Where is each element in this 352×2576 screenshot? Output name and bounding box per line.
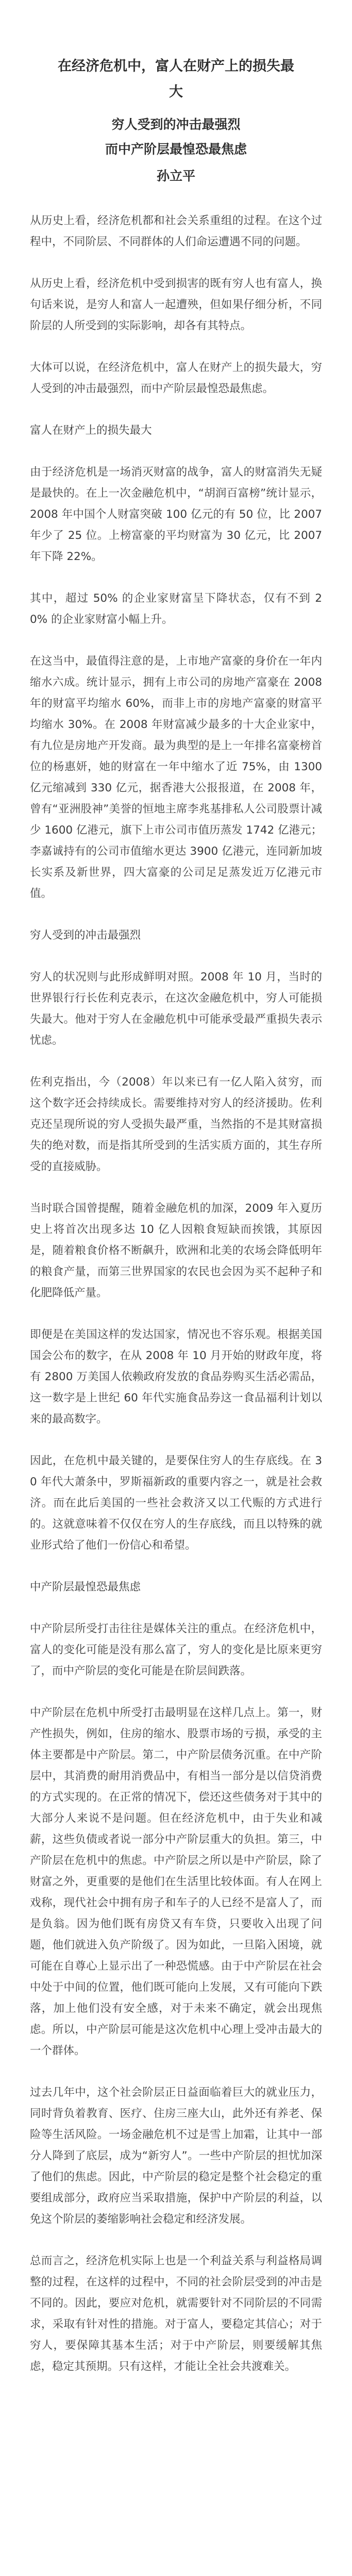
paragraph: 中产阶层在危机中所受打击最明显在这样几点上。第一，财产性损失，例如，住房的缩水、股票市场的亏损，承受的主体主要都是中产阶层。第二，中产阶层债务沉重。在中产阶层中，其消费的耐用消费品中，有相当一部分是以信贷消费的方式实现的。在正常的情况下，偿还这些债务对于其中的大部分人来说不是问题。但在经济危机中，由于失业和减薪，这些负债或者说一部分中产阶层重大的负担。第三，中产阶层在危机中的焦虑。中产阶层之所以是中产阶层，除了财富之外，更重要的是他们在生活里比较体面。有人在网上戏称，现代社会中拥有房子和车子的人已经不是富人了，而是负翁。因为他们既有房贷又有车贷，只要收入出现了问题，他们就进入负产阶级了。因为如此，一旦陷入困境，就可能在自尊心上显示出了一种恐慌感。由于中产阶层在社会中处于中间的位置，他们既可能向上发展，又有可能向下跌落，加上他们没有安全感，对于未来不确定，就会出现焦虑。所以，中产阶层可能是这次危机中心理上受冲击最大的一个群体。 [30, 1706, 322, 2057]
section-heading: 穷人受到的冲击最强烈 [30, 929, 141, 942]
paragraph: 过去几年中，这个社会阶层正日益面临着巨大的就业压力，同时背负着教育、医疗、住房三座大山，此外还有养老、保险等生活风险。一场金融危机不过是雪上加霜，让其中一部分人降到了底层，成为“新穷人”。一些中产阶层的担忧加深了他们的焦虑。因此，中产阶层的稳定是整个社会稳定的重要组成部分，政府应当采取措施，保护中产阶层的利益，以免这个阶层的萎缩影响社会稳定和经济发展。 [30, 2086, 322, 2226]
title-line-2: 大 [169, 84, 183, 100]
paragraph: 由于经济危机是一场消灭财富的战争，富人的财富消失无疑是最快的。在上一次金融危机中，“胡润百富榜”统计显示，2008 年中国个人财富突破 100 亿元的有 50 位，比 2007 年少了 25 位。上榜富豪的平均财富为 30 亿元，比 2007 年下降 22%。 [30, 466, 322, 563]
paragraph: 从历史上看，经济危机都和社会关系重组的过程。在这个过程中，不同阶层、不同群体的人们命运遭遇不同的问题。 [30, 214, 322, 248]
paragraph: 即便是在美国这样的发达国家，情况也不容乐观。根据美国国会公布的数字，在从 2008 年 10 月开始的财政年度，将有 2800 万美国人依赖政府发放的食品券购买生活必需品，这一数字是上世纪 60 年代实施食品券这一食品福利计划以来的最高数字。 [30, 1328, 322, 1426]
subtitle-line-1: 穷人受到的冲击最强烈 [111, 117, 241, 132]
paragraph: 总而言之，经济危机实际上也是一个利益关系与利益格局调整的过程，在这样的过程中，不同的社会阶层受到的冲击是不同的。因此，要应对危机，就需要针对不同阶层的不同需求，采取有针对性的措施。对于富人，要稳定其信心；对于穷人，要保障其基本生活；对于中产阶层，则要缓解其焦虑，稳定其预期。只有这样，才能让全社会共渡难关。 [30, 2255, 322, 2373]
paragraph: 大体可以说，在经济危机中，富人在财产上的损失最大，穷人受到的冲击最强烈，而中产阶层最惶恐最焦虑。 [30, 361, 322, 395]
paragraph: 其中，超过 50% 的企业家财富呈下降状态，仅有不到 20% 的企业家财富小幅上升。 [30, 592, 322, 626]
paragraph: 因此，在危机中最关键的，是要保住穷人的生存底线。在 30 年代大萧条中，罗斯福新政的重要内容之一，就是社会救济。而在此后美国的一些社会救济又以工代赈的方式进行的。这就意味着不仅仅在穷人的生存底线，而且以特殊的就业形式给了他们一份信心和希望。 [30, 1454, 322, 1552]
paragraph: 穷人的状况则与此形成鲜明对照。2008 年 10 月，当时的世界银行行长佐利克表示，在这次金融危机中，穷人可能损失最大。他对于穷人在金融危机中可能承受最严重损失表示忧虑。 [30, 971, 322, 1047]
paragraph: 佐利克指出，今（2008）年以来已有一亿人陷入贫穷，而这个数字还会持续成长。需要维持对穷人的经济援助。佐利克还呈现所说的穷人受损失最严重，当然指的不是其财富损失的绝对数，而是指其所受到的生活实质方面的，其生存所受的直接威胁。 [30, 1076, 322, 1173]
article-body [30, 210, 322, 2377]
article-subtitle [30, 112, 322, 162]
paragraph: 从历史上看，经济危机中受到损害的既有穷人也有富人，换句话来说，是穷人和富人一起遭殃，但如果仔细分析，不同阶层的人所受到的实际影响，却各有其特点。 [30, 277, 322, 332]
paragraph: 中产阶层所受打击往往是媒体关注的重点。在经济危机中，富人的变化可能是没有那么富了，穷人的变化是比原来更穷了，而中产阶层的变化可能是在阶层间跌落。 [30, 1622, 322, 1677]
article-author: 孙立平 [156, 168, 195, 183]
paragraph: 在这当中，最值得注意的是，上市地产富豪的身价在一年内缩水六成。统计显示，拥有上市公司的房地产富豪在 2008 年的财富平均缩水 60%，而非上市的房地产富豪的财富平均缩水 30%。在 2008 年财富减少最多的十大企业家中，有九位是房地产开发商。最为典型的是上一年排名富豪榜首位的杨惠妍，她的财富在一年中缩水了近 75%，由 1300 亿元缩减到 330 亿元，据香港大公报报道，在 2008 年，曾有“亚洲股神”美誉的恒地主席李兆基排私人公司股票计减少 1600 亿港元，旗下上市公司市值历蒸发 1742 亿港元；李嘉诚持有的公司市值缩水更达 3900 亿港元，连同新加坡长实系及新世界，四大富豪的公司足足蒸发近万亿港元市值。 [30, 655, 322, 900]
article-title [30, 0, 322, 105]
section-heading: 富人在财产上的损失最大 [30, 424, 152, 437]
paragraph: 当时联合国曾提醒，随着金融危机的加深，2009 年入夏历史上将首次出现多达 10 亿人因粮食短缺而挨饿，其原因是，随着粮食价格不断飙升，欧洲和北美的农场会降低明年的粮食产量，而第三世界国家的农民也会因为买不起种子和化肥降低产量。 [30, 1202, 322, 1299]
title-line-1: 在经济危机中，富人在财产上的损失最 [58, 58, 294, 74]
article-header [30, 0, 322, 189]
subtitle-line-2: 而中产阶层最惶恐最焦虑 [105, 142, 247, 157]
section-heading: 中产阶层最惶恐最焦虑 [30, 1581, 141, 1594]
